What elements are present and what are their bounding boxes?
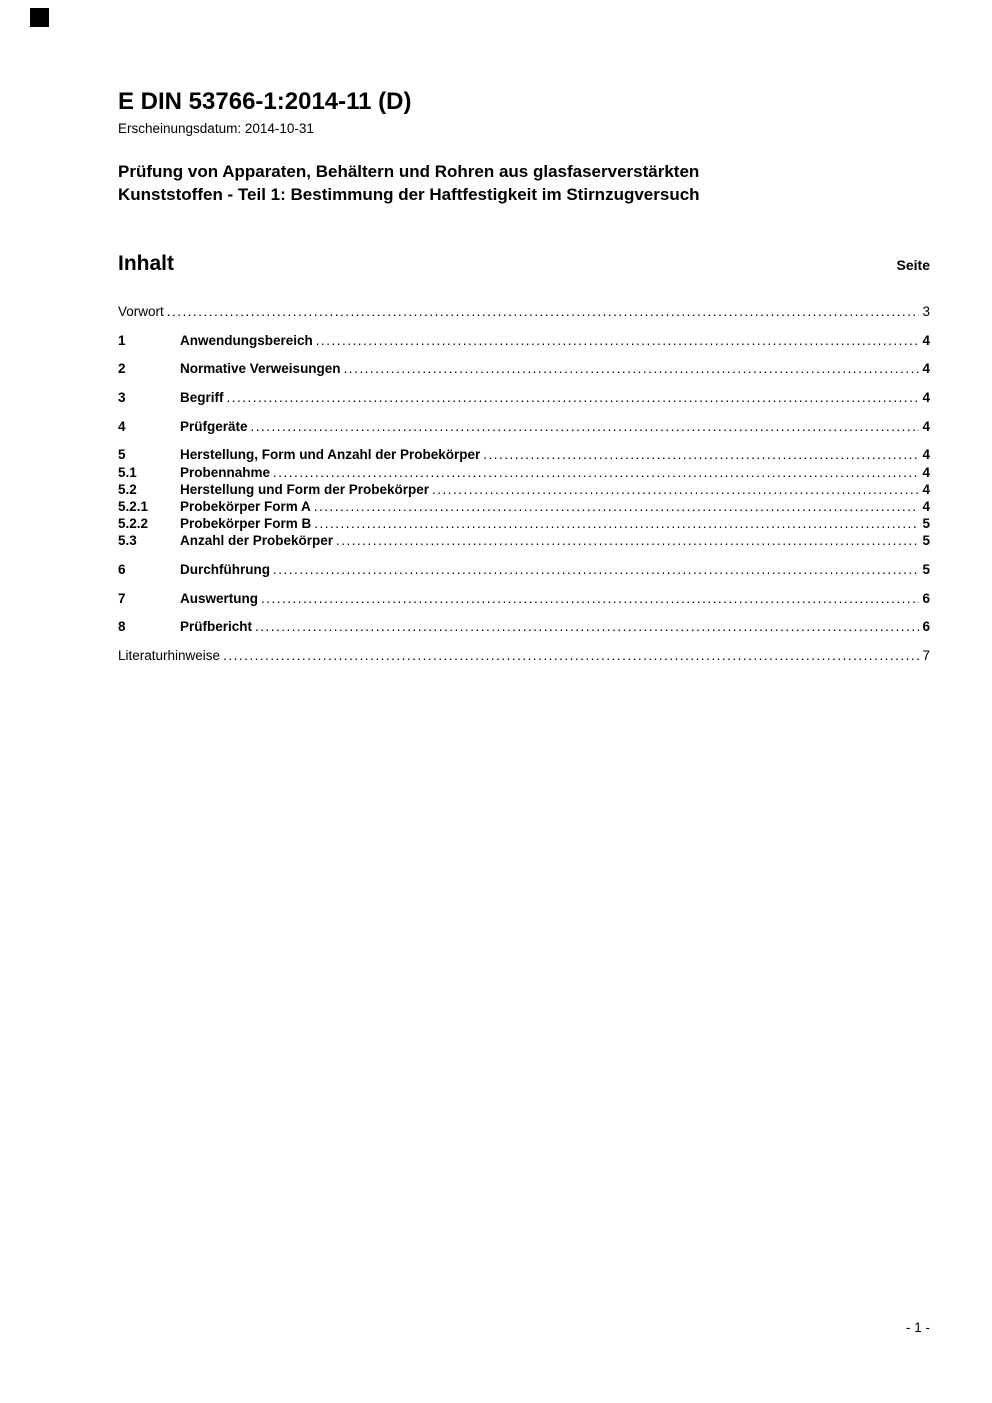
toc-entry-label: Begriff	[180, 390, 224, 406]
toc-entry-page: 5	[922, 533, 930, 549]
toc-entry-label: Anzahl der Probekörper	[180, 533, 334, 549]
toc-entry-number: 5.2	[118, 481, 137, 497]
toc-entry-page: 5	[922, 562, 930, 578]
toc-leader-dots	[273, 562, 919, 577]
toc-entry-label: Anwendungsbereich	[180, 332, 313, 348]
toc-entry	[118, 361, 930, 378]
toc-entry	[118, 419, 930, 436]
toc-entry	[118, 447, 930, 464]
toc-entry-number: 5	[118, 447, 126, 463]
toc-page-column-label: Seite	[896, 257, 930, 273]
toc-entry-page: 6	[922, 619, 930, 635]
toc-leader-dots	[316, 333, 920, 348]
document-title	[118, 160, 930, 206]
toc-entry-page: 4	[922, 361, 930, 377]
toc-entry-page: 4	[922, 447, 930, 463]
toc-entry-page: 3	[922, 304, 930, 319]
document-title-line1: Prüfung von Apparaten, Behältern und Rohren aus glasfaserverstärkten	[118, 162, 700, 181]
toc-entry	[118, 516, 930, 533]
toc-entry-page: 7	[922, 648, 930, 664]
toc-entry-number: 3	[118, 390, 126, 406]
toc-entry-page: 6	[922, 590, 930, 606]
toc-leader-dots	[344, 361, 920, 376]
toc-entry-label: Prüfbericht	[180, 619, 253, 635]
toc-entry-page: 4	[922, 418, 930, 434]
toc-entry-label: Probekörper Form A	[180, 499, 311, 514]
toc-entry	[118, 499, 930, 516]
toc-entry-label: Durchführung	[180, 562, 270, 578]
toc-entry	[118, 591, 930, 608]
toc-heading: Inhalt	[118, 252, 174, 275]
toc-entry-number: 5.2.2	[118, 516, 149, 532]
toc-entry-number: 5.1	[118, 464, 137, 480]
toc-entry-label: Vorwort	[118, 304, 164, 319]
toc-leader-dots	[167, 304, 920, 319]
toc-entry-number: 4	[118, 418, 126, 434]
toc-leader-dots	[314, 499, 920, 514]
document-title-line2: Kunststoffen - Teil 1: Bestimmung der Haftfestigkeit im Stirnzugversuch	[118, 185, 700, 204]
toc-entry-label: Prüfgeräte	[180, 418, 248, 434]
toc-entry	[118, 533, 930, 550]
toc-entry-number: 6	[118, 562, 126, 578]
toc-entry	[118, 482, 930, 499]
toc-entry-page: 4	[922, 499, 930, 514]
toc-entry	[118, 390, 930, 407]
toc-leader-dots	[336, 533, 919, 548]
toc-entry-number: 5.2.1	[118, 499, 149, 514]
page-number-footer: - 1 -	[905, 1320, 930, 1335]
toc-entry	[118, 562, 930, 579]
toc-entry-label: Auswertung	[180, 590, 259, 606]
toc-leader-dots	[432, 482, 919, 497]
toc-leader-dots	[261, 591, 919, 606]
publication-date: Erscheinungsdatum: 2014-10-31	[118, 121, 314, 136]
toc-entry-page: 4	[922, 464, 930, 480]
toc-entry-number: 7	[118, 590, 126, 606]
toc-entry-number: 1	[118, 332, 126, 348]
toc-entry	[118, 304, 930, 321]
toc-leader-dots	[483, 447, 919, 462]
toc-leader-dots	[251, 419, 920, 434]
toc-entry-label: Herstellung, Form und Anzahl der Probekörper	[180, 447, 481, 463]
toc-entry-number: 5.3	[118, 533, 137, 549]
toc-entry-page: 4	[922, 332, 930, 348]
document-number: E DIN 53766-1:2014-11 (D)	[118, 88, 412, 115]
corner-scan-mark	[30, 8, 49, 27]
toc-entry-label: Literaturhinweise	[118, 648, 221, 664]
toc-entry-page: 4	[922, 390, 930, 406]
toc-leader-dots	[273, 465, 919, 480]
toc-list	[118, 304, 930, 665]
toc-entry	[118, 619, 930, 636]
toc-entry	[118, 648, 930, 665]
document-page	[0, 0, 992, 665]
toc-leader-dots	[255, 619, 919, 634]
toc-leader-dots	[314, 516, 919, 531]
toc-entry-page: 5	[922, 516, 930, 532]
toc-entry-label: Herstellung und Form der Probekörper	[180, 481, 430, 497]
toc-entry	[118, 465, 930, 482]
toc-entry-label: Probekörper Form B	[180, 516, 312, 532]
toc-leader-dots	[223, 648, 919, 663]
toc-entry-page: 4	[922, 481, 930, 497]
toc-leader-dots	[227, 390, 920, 405]
toc-header	[118, 252, 930, 276]
toc-entry-label: Normative Verweisungen	[180, 361, 341, 377]
toc-entry-number: 8	[118, 619, 126, 635]
toc-entry	[118, 333, 930, 350]
toc-entry-label: Probennahme	[180, 464, 271, 480]
toc-entry-number: 2	[118, 361, 126, 377]
